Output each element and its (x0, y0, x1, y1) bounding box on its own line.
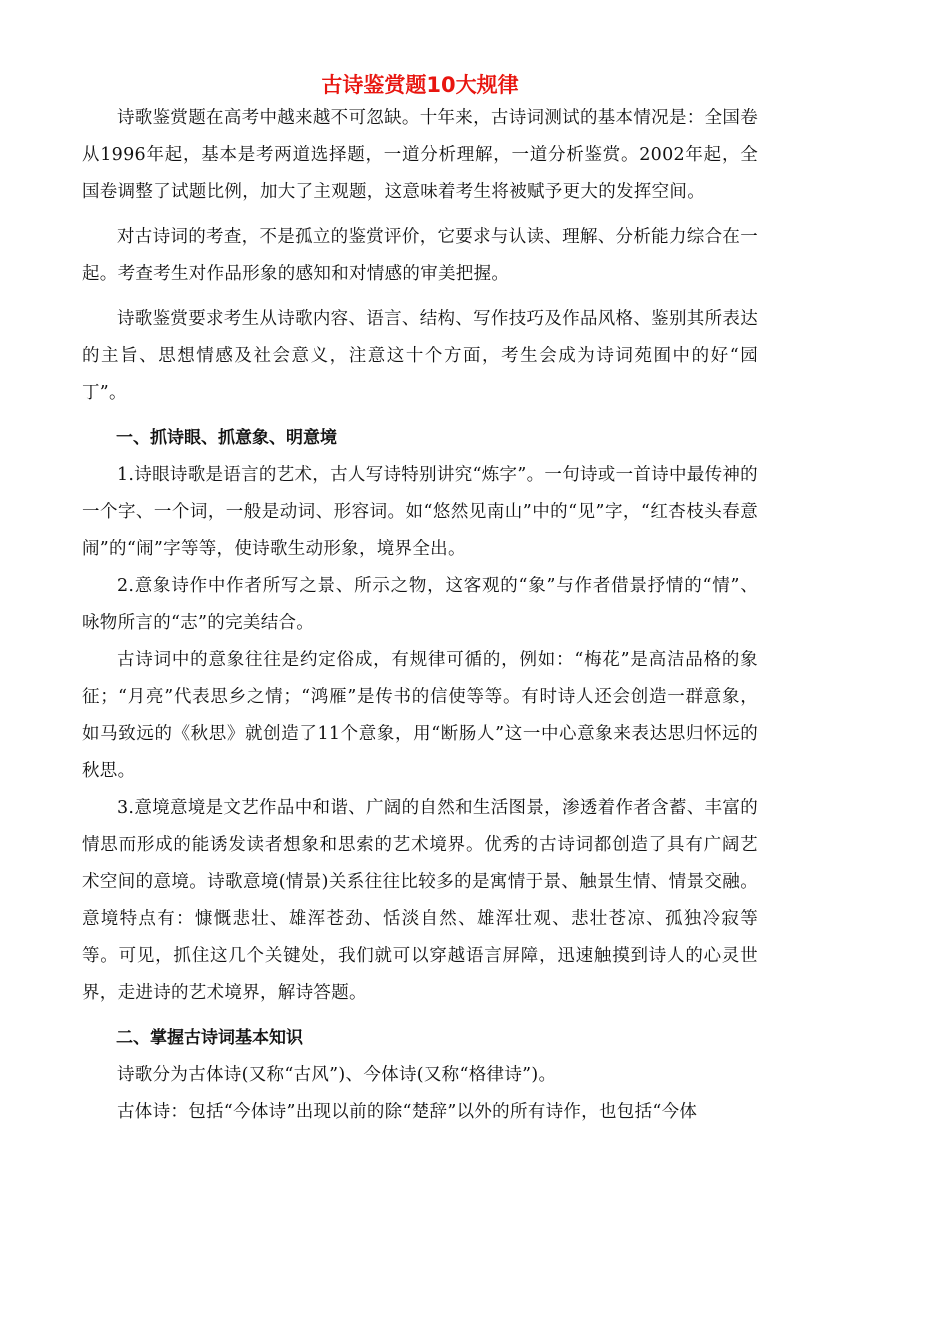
document-title: 古诗鉴赏题10大规律 (321, 73, 519, 97)
section-2-paragraph-2: 古体诗：包括“今体诗”出现以前的除“楚辞”以外的所有诗作，也包括“今体 (117, 1102, 698, 1122)
intro-paragraph-1: 诗歌鉴赏题在高考中越来越不可忽缺。十年来，古诗词测试的基本情况是：全国卷从1996年起，基本是考两道选择题，一道分析理解，一道分析鉴赏。2002年起，全国卷调整了试题比例，加大了主观题，这意味着考生将被赋予更大的发挥空间。 (82, 108, 758, 202)
section-1-paragraph-1: 1.诗眼诗歌是语言的艺术，古人写诗特别讲究“炼字”。一句诗或一首诗中最传神的一个字、一个词，一般是动词、形容词。如“悠然见南山”中的“见”字，“红杏枝头春意闹”的“闹”字等等，使诗歌生动形象，境界全出。 (82, 465, 758, 559)
section-2-paragraph-1: 诗歌分为古体诗(又称“古风”)、今体诗(又称“格律诗”)。 (117, 1065, 557, 1085)
section-1-paragraph-3: 古诗词中的意象往往是约定俗成，有规律可循的，例如：“梅花”是高洁品格的象征；“月亮”代表思乡之情；“鸿雁”是传书的信使等等。有时诗人还会创造一群意象，如马致远的《秋思》就创造了11个意象，用“断肠人”这一中心意象来表达思归怀远的秋思。 (82, 650, 758, 781)
section-1-paragraph-2: 2.意象诗作中作者所写之景、所示之物，这客观的“象”与作者借景抒情的“情”、咏物所言的“志”的完美结合。 (82, 576, 758, 633)
intro-paragraph-2: 对古诗词的考查，不是孤立的鉴赏评价，它要求与认读、理解、分析能力综合在一起。考查考生对作品形象的感知和对情感的审美把握。 (82, 227, 758, 284)
document-page (82, 70, 758, 1131)
section-2-heading: 二、掌握古诗词基本知识 (116, 1028, 303, 1048)
section-1-paragraph-4: 3.意境意境是文艺作品中和谐、广阔的自然和生活图景，渗透着作者含蓄、丰富的情思而形成的能诱发读者想象和思索的艺术境界。优秀的古诗词都创造了具有广阔艺术空间的意境。诗歌意境(情景)关系往往比较多的是寓情于景、触景生情、情景交融。意境特点有：慷慨悲壮、雄浑苍劲、恬淡自然、雄浑壮观、悲壮苍凉、孤独冷寂等等。可见，抓住这几个关键处，我们就可以穿越语言屏障，迅速触摸到诗人的心灵世界，走进诗的艺术境界，解诗答题。 (82, 798, 758, 1003)
section-1-heading: 一、抓诗眼、抓意象、明意境 (116, 428, 337, 448)
intro-paragraph-3: 诗歌鉴赏要求考生从诗歌内容、语言、结构、写作技巧及作品风格、鉴别其所表达的主旨、思想情感及社会意义，注意这十个方面，考生会成为诗词苑囿中的好“园丁”。 (82, 309, 758, 403)
